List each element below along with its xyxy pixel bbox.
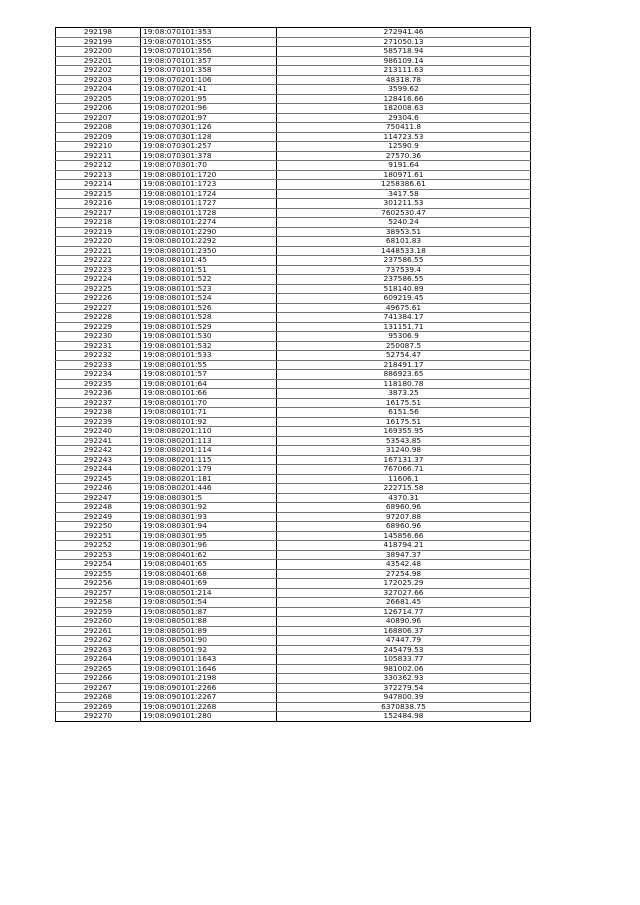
table-row: [56, 531, 531, 541]
table-row: [56, 664, 531, 674]
table-row: [56, 598, 531, 608]
amount-cell: 16175.51: [277, 417, 531, 427]
amount-cell: 38947.37: [277, 550, 531, 560]
cadastral-number-cell: 19:08:080101:1720: [141, 170, 277, 180]
table-row: [56, 607, 531, 617]
row-id-cell: 292219: [56, 227, 141, 237]
amount-cell: 95306.9: [277, 332, 531, 342]
amount-cell: 245479.53: [277, 645, 531, 655]
cadastral-number-cell: 19:08:080101:523: [141, 284, 277, 294]
cadastral-number-cell: 19:08:070201:106: [141, 75, 277, 85]
row-id-cell: 292217: [56, 208, 141, 218]
row-id-cell: 292247: [56, 493, 141, 503]
row-id-cell: 292239: [56, 417, 141, 427]
row-id-cell: 292245: [56, 474, 141, 484]
amount-cell: 131151.71: [277, 322, 531, 332]
table-row: [56, 151, 531, 161]
row-id-cell: 292266: [56, 674, 141, 684]
table-row: [56, 313, 531, 323]
table-row: [56, 170, 531, 180]
cadastral-number-cell: 19:08:080101:2274: [141, 218, 277, 228]
row-id-cell: 292231: [56, 341, 141, 351]
cadastral-number-cell: 19:08:080101:533: [141, 351, 277, 361]
table-row: [56, 275, 531, 285]
table-row: [56, 28, 531, 38]
table-row: [56, 636, 531, 646]
cadastral-number-cell: 19:08:080501:88: [141, 617, 277, 627]
table-row: [56, 47, 531, 57]
table-row: [56, 189, 531, 199]
amount-cell: 986109.14: [277, 56, 531, 66]
amount-cell: 169355.95: [277, 427, 531, 437]
table-row: [56, 332, 531, 342]
cadastral-number-cell: 19:08:080201:110: [141, 427, 277, 437]
row-id-cell: 292224: [56, 275, 141, 285]
table-row: [56, 541, 531, 551]
table-row: [56, 218, 531, 228]
table-row: [56, 645, 531, 655]
cadastral-number-cell: 19:08:070301:70: [141, 161, 277, 171]
cadastral-number-cell: 19:08:080301:5: [141, 493, 277, 503]
cadastral-number-cell: 19:08:080101:528: [141, 313, 277, 323]
row-id-cell: 292232: [56, 351, 141, 361]
cadastral-number-cell: 19:08:080101:532: [141, 341, 277, 351]
amount-cell: 68960.96: [277, 522, 531, 532]
cadastral-number-cell: 19:08:080401:68: [141, 569, 277, 579]
amount-cell: 43542.48: [277, 560, 531, 570]
amount-cell: 38953.51: [277, 227, 531, 237]
amount-cell: 52754.47: [277, 351, 531, 361]
table-row: [56, 370, 531, 380]
row-id-cell: 292226: [56, 294, 141, 304]
cadastral-number-cell: 19:08:080101:522: [141, 275, 277, 285]
amount-cell: 518140.89: [277, 284, 531, 294]
amount-cell: 750411.8: [277, 123, 531, 133]
amount-cell: 118180.78: [277, 379, 531, 389]
amount-cell: 4370.31: [277, 493, 531, 503]
cadastral-number-cell: 19:08:070201:95: [141, 94, 277, 104]
table-row: [56, 237, 531, 247]
cadastral-number-cell: 19:08:080101:524: [141, 294, 277, 304]
amount-cell: 301211.53: [277, 199, 531, 209]
row-id-cell: 292255: [56, 569, 141, 579]
table-row: [56, 626, 531, 636]
row-id-cell: 292222: [56, 256, 141, 266]
row-id-cell: 292262: [56, 636, 141, 646]
amount-cell: 213111.63: [277, 66, 531, 76]
row-id-cell: 292205: [56, 94, 141, 104]
table-row: [56, 712, 531, 722]
row-id-cell: 292241: [56, 436, 141, 446]
cadastral-number-cell: 19:08:080301:92: [141, 503, 277, 513]
amount-cell: 27570.36: [277, 151, 531, 161]
table-row: [56, 104, 531, 114]
amount-cell: 182008.63: [277, 104, 531, 114]
cadastral-number-cell: 19:08:070101:355: [141, 37, 277, 47]
row-id-cell: 292223: [56, 265, 141, 275]
cadastral-number-cell: 19:08:080201:115: [141, 455, 277, 465]
amount-cell: 47447.79: [277, 636, 531, 646]
table-body: [56, 28, 531, 722]
cadastral-number-cell: 19:08:070101:356: [141, 47, 277, 57]
row-id-cell: 292263: [56, 645, 141, 655]
cadastral-number-cell: 19:08:090101:2268: [141, 702, 277, 712]
amount-cell: 97207.88: [277, 512, 531, 522]
table-row: [56, 113, 531, 123]
amount-cell: 3417.58: [277, 189, 531, 199]
amount-cell: 26681.45: [277, 598, 531, 608]
table-row: [56, 522, 531, 532]
amount-cell: 1448533.18: [277, 246, 531, 256]
table-row: [56, 683, 531, 693]
row-id-cell: 292253: [56, 550, 141, 560]
table-row: [56, 702, 531, 712]
cadastral-number-cell: 19:08:080201:181: [141, 474, 277, 484]
table-row: [56, 341, 531, 351]
cadastral-number-cell: 19:08:080101:1723: [141, 180, 277, 190]
row-id-cell: 292249: [56, 512, 141, 522]
cadastral-number-cell: 19:08:070101:358: [141, 66, 277, 76]
amount-cell: 48318.78: [277, 75, 531, 85]
amount-cell: 9191.64: [277, 161, 531, 171]
row-id-cell: 292264: [56, 655, 141, 665]
table-row: [56, 351, 531, 361]
cadastral-number-cell: 19:08:080101:1728: [141, 208, 277, 218]
cadastral-number-cell: 19:08:080101:70: [141, 398, 277, 408]
amount-cell: 114723.53: [277, 132, 531, 142]
amount-cell: 27254.98: [277, 569, 531, 579]
cadastral-number-cell: 19:08:080101:51: [141, 265, 277, 275]
cadastral-number-cell: 19:08:080301:96: [141, 541, 277, 551]
cadastral-number-cell: 19:08:080501:214: [141, 588, 277, 598]
cadastral-number-cell: 19:08:080101:64: [141, 379, 277, 389]
amount-cell: 167131.37: [277, 455, 531, 465]
table-row: [56, 75, 531, 85]
row-id-cell: 292212: [56, 161, 141, 171]
table-row: [56, 693, 531, 703]
amount-cell: 5240.24: [277, 218, 531, 228]
cadastral-number-cell: 19:08:080501:89: [141, 626, 277, 636]
row-id-cell: 292242: [56, 446, 141, 456]
cadastral-number-cell: 19:08:080101:1724: [141, 189, 277, 199]
amount-cell: 172025.29: [277, 579, 531, 589]
amount-cell: 145856.66: [277, 531, 531, 541]
table-row: [56, 550, 531, 560]
cadastral-number-cell: 19:08:080201:113: [141, 436, 277, 446]
table-row: [56, 655, 531, 665]
table-row: [56, 256, 531, 266]
amount-cell: 152484.98: [277, 712, 531, 722]
amount-cell: 6370838.75: [277, 702, 531, 712]
row-id-cell: 292251: [56, 531, 141, 541]
amount-cell: 7602530.47: [277, 208, 531, 218]
row-id-cell: 292207: [56, 113, 141, 123]
amount-cell: 767066.71: [277, 465, 531, 475]
row-id-cell: 292198: [56, 28, 141, 38]
table-row: [56, 66, 531, 76]
row-id-cell: 292211: [56, 151, 141, 161]
cadastral-number-cell: 19:08:090101:2266: [141, 683, 277, 693]
amount-cell: 237586.55: [277, 275, 531, 285]
row-id-cell: 292202: [56, 66, 141, 76]
row-id-cell: 292259: [56, 607, 141, 617]
row-id-cell: 292225: [56, 284, 141, 294]
cadastral-number-cell: 19:08:080401:69: [141, 579, 277, 589]
cadastral-number-cell: 19:08:080101:45: [141, 256, 277, 266]
amount-cell: 418794.21: [277, 541, 531, 551]
table-row: [56, 199, 531, 209]
row-id-cell: 292250: [56, 522, 141, 532]
row-id-cell: 292256: [56, 579, 141, 589]
table-row: [56, 142, 531, 152]
row-id-cell: 292260: [56, 617, 141, 627]
amount-cell: 16175.51: [277, 398, 531, 408]
cadastral-number-cell: 19:08:080501:90: [141, 636, 277, 646]
cadastral-number-cell: 19:08:080101:71: [141, 408, 277, 418]
amount-cell: 180971.61: [277, 170, 531, 180]
cadastral-number-cell: 19:08:090101:2267: [141, 693, 277, 703]
table-row: [56, 265, 531, 275]
row-id-cell: 292243: [56, 455, 141, 465]
cadastral-number-cell: 19:08:080201:179: [141, 465, 277, 475]
cadastral-number-cell: 19:08:080101:55: [141, 360, 277, 370]
row-id-cell: 292267: [56, 683, 141, 693]
row-id-cell: 292209: [56, 132, 141, 142]
cadastral-number-cell: 19:08:080301:93: [141, 512, 277, 522]
cadastral-number-cell: 19:08:070301:378: [141, 151, 277, 161]
table-row: [56, 474, 531, 484]
table-row: [56, 161, 531, 171]
cadastral-number-cell: 19:08:070201:96: [141, 104, 277, 114]
amount-cell: 222715.58: [277, 484, 531, 494]
row-id-cell: 292236: [56, 389, 141, 399]
amount-cell: 128416.66: [277, 94, 531, 104]
table-row: [56, 322, 531, 332]
amount-cell: 1258386.61: [277, 180, 531, 190]
row-id-cell: 292218: [56, 218, 141, 228]
row-id-cell: 292200: [56, 47, 141, 57]
amount-cell: 372279.54: [277, 683, 531, 693]
amount-cell: 272941.46: [277, 28, 531, 38]
row-id-cell: 292201: [56, 56, 141, 66]
cadastral-number-cell: 19:08:080501:54: [141, 598, 277, 608]
amount-cell: 168806.37: [277, 626, 531, 636]
row-id-cell: 292246: [56, 484, 141, 494]
table-row: [56, 436, 531, 446]
amount-cell: 126714.77: [277, 607, 531, 617]
table-row: [56, 132, 531, 142]
row-id-cell: 292234: [56, 370, 141, 380]
table-row: [56, 94, 531, 104]
amount-cell: 31240.98: [277, 446, 531, 456]
amount-cell: 53543.85: [277, 436, 531, 446]
table-row: [56, 123, 531, 133]
amount-cell: 741384.17: [277, 313, 531, 323]
cadastral-number-cell: 19:08:080101:66: [141, 389, 277, 399]
row-id-cell: 292233: [56, 360, 141, 370]
amount-cell: 218491.17: [277, 360, 531, 370]
row-id-cell: 292238: [56, 408, 141, 418]
amount-cell: 330362.93: [277, 674, 531, 684]
table-row: [56, 465, 531, 475]
table-row: [56, 493, 531, 503]
amount-cell: 981002.06: [277, 664, 531, 674]
cadastral-number-cell: 19:08:070101:357: [141, 56, 277, 66]
cadastral-number-cell: 19:08:080401:62: [141, 550, 277, 560]
cadastral-number-cell: 19:08:070301:257: [141, 142, 277, 152]
amount-cell: 49675.61: [277, 303, 531, 313]
cadastral-number-cell: 19:08:090101:280: [141, 712, 277, 722]
cadastral-number-cell: 19:08:080501:92: [141, 645, 277, 655]
cadastral-number-cell: 19:08:080101:529: [141, 322, 277, 332]
amount-cell: 3599.62: [277, 85, 531, 95]
amount-cell: 29304.6: [277, 113, 531, 123]
amount-cell: 6151.56: [277, 408, 531, 418]
row-id-cell: 292204: [56, 85, 141, 95]
table-row: [56, 560, 531, 570]
row-id-cell: 292257: [56, 588, 141, 598]
cadastral-number-cell: 19:08:070301:128: [141, 132, 277, 142]
row-id-cell: 292215: [56, 189, 141, 199]
amount-cell: 105833.77: [277, 655, 531, 665]
row-id-cell: 292270: [56, 712, 141, 722]
amount-cell: 11606.1: [277, 474, 531, 484]
amount-cell: 40890.96: [277, 617, 531, 627]
amount-cell: 886923.65: [277, 370, 531, 380]
table-row: [56, 389, 531, 399]
table-row: [56, 588, 531, 598]
data-table: [55, 27, 531, 722]
cadastral-number-cell: 19:08:070301:126: [141, 123, 277, 133]
amount-cell: 68960.96: [277, 503, 531, 513]
cadastral-number-cell: 19:08:080101:526: [141, 303, 277, 313]
table-row: [56, 246, 531, 256]
cadastral-number-cell: 19:08:070201:41: [141, 85, 277, 95]
amount-cell: 237586.55: [277, 256, 531, 266]
table-row: [56, 417, 531, 427]
table-row: [56, 427, 531, 437]
amount-cell: 12590.9: [277, 142, 531, 152]
amount-cell: 3873.25: [277, 389, 531, 399]
table-row: [56, 85, 531, 95]
row-id-cell: 292265: [56, 664, 141, 674]
row-id-cell: 292210: [56, 142, 141, 152]
cadastral-number-cell: 19:08:080501:87: [141, 607, 277, 617]
row-id-cell: 292213: [56, 170, 141, 180]
row-id-cell: 292199: [56, 37, 141, 47]
cadastral-number-cell: 19:08:080401:65: [141, 560, 277, 570]
row-id-cell: 292235: [56, 379, 141, 389]
row-id-cell: 292208: [56, 123, 141, 133]
row-id-cell: 292227: [56, 303, 141, 313]
cadastral-number-cell: 19:08:080301:94: [141, 522, 277, 532]
row-id-cell: 292228: [56, 313, 141, 323]
table-row: [56, 446, 531, 456]
row-id-cell: 292248: [56, 503, 141, 513]
row-id-cell: 292214: [56, 180, 141, 190]
table-row: [56, 484, 531, 494]
cadastral-number-cell: 19:08:080101:92: [141, 417, 277, 427]
table-row: [56, 180, 531, 190]
table-row: [56, 408, 531, 418]
cadastral-number-cell: 19:08:090101:1646: [141, 664, 277, 674]
cadastral-number-cell: 19:08:070101:353: [141, 28, 277, 38]
row-id-cell: 292269: [56, 702, 141, 712]
cadastral-number-cell: 19:08:080301:95: [141, 531, 277, 541]
table-row: [56, 503, 531, 513]
cadastral-number-cell: 19:08:080101:530: [141, 332, 277, 342]
row-id-cell: 292203: [56, 75, 141, 85]
table-row: [56, 208, 531, 218]
cadastral-number-cell: 19:08:080101:2350: [141, 246, 277, 256]
table-row: [56, 227, 531, 237]
cadastral-number-cell: 19:08:070201:97: [141, 113, 277, 123]
row-id-cell: 292230: [56, 332, 141, 342]
row-id-cell: 292216: [56, 199, 141, 209]
cadastral-number-cell: 19:08:080101:1727: [141, 199, 277, 209]
cadastral-number-cell: 19:08:080201:114: [141, 446, 277, 456]
row-id-cell: 292258: [56, 598, 141, 608]
amount-cell: 609219.45: [277, 294, 531, 304]
amount-cell: 585718.94: [277, 47, 531, 57]
amount-cell: 947800.39: [277, 693, 531, 703]
amount-cell: 250087.5: [277, 341, 531, 351]
table-row: [56, 674, 531, 684]
amount-cell: 737539.4: [277, 265, 531, 275]
cadastral-number-cell: 19:08:080101:2292: [141, 237, 277, 247]
row-id-cell: 292244: [56, 465, 141, 475]
table-row: [56, 379, 531, 389]
table-row: [56, 455, 531, 465]
row-id-cell: 292261: [56, 626, 141, 636]
cadastral-number-cell: 19:08:090101:1643: [141, 655, 277, 665]
table-row: [56, 569, 531, 579]
table-row: [56, 284, 531, 294]
row-id-cell: 292206: [56, 104, 141, 114]
row-id-cell: 292237: [56, 398, 141, 408]
table-row: [56, 398, 531, 408]
table-row: [56, 294, 531, 304]
cadastral-number-cell: 19:08:080101:57: [141, 370, 277, 380]
row-id-cell: 292221: [56, 246, 141, 256]
table-row: [56, 512, 531, 522]
table-row: [56, 56, 531, 66]
row-id-cell: 292268: [56, 693, 141, 703]
row-id-cell: 292252: [56, 541, 141, 551]
cadastral-number-cell: 19:08:080101:2290: [141, 227, 277, 237]
table-row: [56, 360, 531, 370]
table-row: [56, 303, 531, 313]
amount-cell: 271050.13: [277, 37, 531, 47]
table-row: [56, 37, 531, 47]
cadastral-number-cell: 19:08:080201:446: [141, 484, 277, 494]
row-id-cell: 292229: [56, 322, 141, 332]
amount-cell: 68101.83: [277, 237, 531, 247]
table-row: [56, 579, 531, 589]
amount-cell: 327027.66: [277, 588, 531, 598]
table-row: [56, 617, 531, 627]
row-id-cell: 292240: [56, 427, 141, 437]
cadastral-number-cell: 19:08:090101:2198: [141, 674, 277, 684]
row-id-cell: 292254: [56, 560, 141, 570]
row-id-cell: 292220: [56, 237, 141, 247]
